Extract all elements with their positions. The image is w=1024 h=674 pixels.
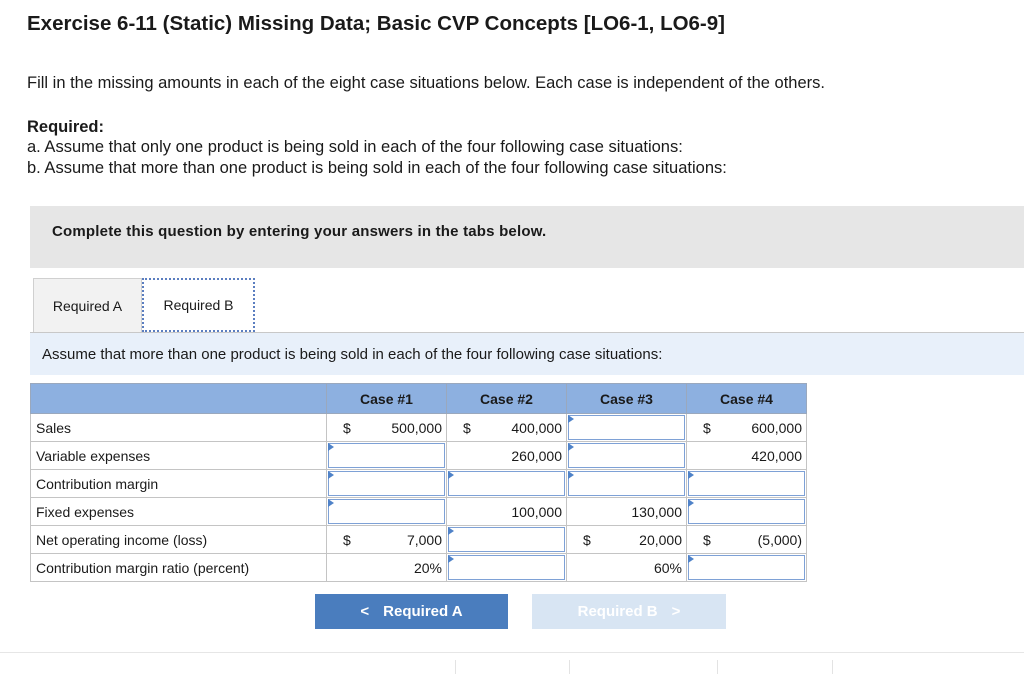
header-case-2: Case #2 [447,384,567,414]
tab-required-a[interactable] [33,278,142,332]
row-label: Sales [31,414,327,442]
footer-tick [717,660,718,674]
header-case-4: Case #4 [687,384,807,414]
answer-input[interactable] [327,442,447,470]
answer-input[interactable] [687,554,807,582]
answer-field[interactable] [688,555,805,580]
table-row [31,442,807,470]
next-button-label: Required B [577,603,658,620]
answer-field[interactable] [688,499,805,524]
currency-symbol: $ [583,532,591,548]
given-value: 20,000 [639,532,682,548]
next-required-b-button[interactable] [532,594,726,629]
answer-input[interactable] [567,442,687,470]
given-value-cell [447,414,567,442]
given-value-cell [327,414,447,442]
given-value: 420,000 [751,448,802,464]
required-a-text: a. Assume that only one product is being sold in each of the four following case situations: [27,138,683,156]
given-value-cell [327,554,447,582]
answer-input[interactable] [687,470,807,498]
answer-field[interactable] [448,555,565,580]
answer-input[interactable] [567,414,687,442]
instructions-intro: Fill in the missing amounts in each of the eight case situations below. Each case is independent of the others. [27,74,825,92]
given-value-cell [687,414,807,442]
given-value-cell [327,526,447,554]
currency-symbol: $ [343,532,351,548]
tab-required-b-label: Required B [163,297,234,313]
given-value-cell [447,498,567,526]
footer-divider [0,652,1024,653]
answer-field[interactable] [568,443,685,468]
given-value: 20% [413,560,442,576]
tab-required-b[interactable] [142,278,255,332]
prev-required-a-button[interactable] [315,594,508,629]
footer-tick [569,660,570,674]
footer-tick [832,660,833,674]
table-row [31,554,807,582]
header-blank [31,384,327,414]
answer-field[interactable] [328,443,445,468]
prev-button-label: Required A [383,603,463,620]
answer-field[interactable] [568,471,685,496]
given-value: (5,000) [757,532,802,548]
row-label: Contribution margin [31,470,327,498]
answer-field[interactable] [688,471,805,496]
page-title: Exercise 6-11 (Static) Missing Data; Basic CVP Concepts [LO6-1, LO6-9] [27,12,725,35]
answer-field[interactable] [328,499,445,524]
given-value: 400,000 [511,420,562,436]
table-row [31,470,807,498]
chevron-left-icon: < [360,603,370,620]
answer-input[interactable] [447,526,567,554]
required-label: Required: [27,118,105,136]
given-value: 100,000 [511,504,562,520]
banner-text: Complete this question by entering your answers in the tabs below. [52,223,547,240]
currency-symbol: $ [463,420,471,436]
currency-symbol: $ [703,420,711,436]
row-label: Contribution margin ratio (percent) [31,554,327,582]
answer-input[interactable] [447,554,567,582]
answer-input[interactable] [327,470,447,498]
chevron-right-icon: > [671,603,681,620]
answer-field[interactable] [568,415,685,440]
currency-symbol: $ [703,532,711,548]
given-value: 260,000 [511,448,562,464]
given-value-cell [687,442,807,470]
given-value-cell [567,498,687,526]
table-header-row [31,384,807,414]
table-row [31,526,807,554]
given-value-cell [687,526,807,554]
tab-required-a-label: Required A [52,297,123,314]
table-row [31,498,807,526]
header-case-1: Case #1 [327,384,447,414]
given-value-cell [567,526,687,554]
row-label: Fixed expenses [31,498,327,526]
given-value: 60% [653,560,682,576]
row-label: Variable expenses [31,442,327,470]
given-value: 500,000 [391,420,442,436]
answer-field[interactable] [328,471,445,496]
answer-field[interactable] [448,471,565,496]
table-row [31,414,807,442]
tab-instruction [30,333,1024,375]
cvp-table [30,383,807,582]
answer-input[interactable] [327,498,447,526]
given-value: 130,000 [631,504,682,520]
given-value: 600,000 [751,420,802,436]
tab-instruction-text: Assume that more than one product is being sold in each of the four following case situations: [42,346,663,363]
given-value: 7,000 [406,532,442,548]
row-label: Net operating income (loss) [31,526,327,554]
currency-symbol: $ [343,420,351,436]
answer-input[interactable] [567,470,687,498]
required-b-text: b. Assume that more than one product is being sold in each of the four following case situations: [27,159,727,177]
header-case-3: Case #3 [567,384,687,414]
answer-banner [30,206,1024,268]
answer-input[interactable] [447,470,567,498]
answer-input[interactable] [687,498,807,526]
given-value-cell [447,442,567,470]
footer-tick [455,660,456,674]
given-value-cell [567,554,687,582]
answer-field[interactable] [448,527,565,552]
